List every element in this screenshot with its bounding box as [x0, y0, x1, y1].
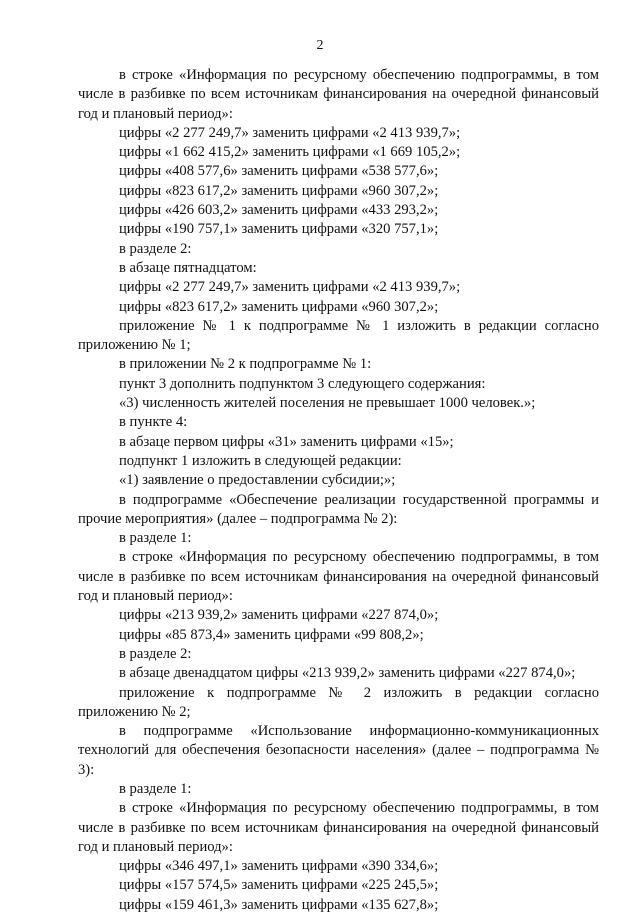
paragraph: в строке «Информация по ресурсному обеспечению подпрограммы, в том числе в разбивке по всем источникам финансирования на очередной финансовый год и плановый период»:	[78, 800, 599, 855]
paragraph: цифры «2 277 249,7» заменить цифрами «2 413 939,7»;	[119, 124, 461, 141]
paragraph: «1) заявление о предоставлении субсидии;»;	[119, 472, 396, 489]
paragraph: в разделе 2:	[119, 240, 192, 257]
paragraph: в разделе 1:	[119, 530, 192, 547]
paragraph: цифры «85 873,4» заменить цифрами «99 808,2»;	[119, 626, 424, 643]
page-number: 2	[316, 38, 324, 53]
paragraph: в абзаце первом цифры «31» заменить цифрами «15»;	[119, 433, 454, 450]
paragraph: в разделе 1:	[119, 780, 192, 797]
paragraph: в разделе 2:	[119, 645, 192, 662]
paragraph: приложение к подпрограмме № 2 изложить в редакции согласно приложению № 2;	[78, 684, 599, 720]
paragraph: в строке «Информация по ресурсному обеспечению подпрограммы, в том числе в разбивке по всем источникам финансирования на очередной финансовый год и плановый период»:	[78, 67, 599, 122]
paragraph: цифры «159 461,3» заменить цифрами «135 627,8»;	[119, 896, 439, 913]
paragraph: в абзаце двенадцатом цифры «213 939,2» заменить цифрами «227 874,0»;	[119, 665, 576, 682]
paragraph: в приложении № 2 к подпрограмме № 1:	[119, 356, 372, 373]
paragraph: цифры «408 577,6» заменить цифрами «538 577,6»;	[119, 163, 439, 180]
paragraph: цифры «190 757,1» заменить цифрами «320 757,1»;	[119, 221, 439, 238]
paragraph: цифры «2 277 249,7» заменить цифрами «2 413 939,7»;	[119, 279, 461, 296]
paragraph: в абзаце пятнадцатом:	[119, 259, 257, 276]
paragraph: цифры «213 939,2» заменить цифрами «227 874,0»;	[119, 607, 439, 624]
paragraph: цифры «426 603,2» заменить цифрами «433 293,2»;	[119, 202, 439, 219]
paragraph: «3) численность жителей поселения не превышает 1000 человек.»;	[119, 395, 536, 412]
paragraph: цифры «823 617,2» заменить цифрами «960 307,2»;	[119, 298, 439, 315]
paragraph: в подпрограмме «Использование информационно-коммуникационных технологий для обеспечения безопасности населения» (далее – подпрограмма № 3):	[78, 723, 599, 778]
paragraph: в подпрограмме «Обеспечение реализации государственной программы и прочие мероприятия» (далее – подпрограмма № 2):	[78, 491, 599, 527]
paragraph: цифры «346 497,1» заменить цифрами «390 334,6»;	[119, 858, 439, 875]
paragraph: пункт 3 дополнить подпунктом 3 следующего содержания:	[119, 375, 486, 392]
paragraph: цифры «157 574,5» заменить цифрами «225 245,5»;	[119, 877, 439, 894]
paragraph: в пункте 4:	[119, 414, 188, 431]
paragraph: подпункт 1 изложить в следующей редакции:	[119, 452, 402, 469]
paragraph: цифры «1 662 415,2» заменить цифрами «1 669 105,2»;	[119, 144, 461, 161]
paragraph: приложение № 1 к подпрограмме № 1 изложить в редакции согласно приложению № 1;	[78, 317, 599, 354]
paragraph: в строке «Информация по ресурсному обеспечению подпрограммы, в том числе в разбивке по всем источникам финансирования на очередной финансовый год и плановый период»:	[78, 549, 599, 605]
document-body	[78, 66, 599, 915]
paragraph: цифры «823 617,2» заменить цифрами «960 307,2»;	[119, 182, 439, 199]
